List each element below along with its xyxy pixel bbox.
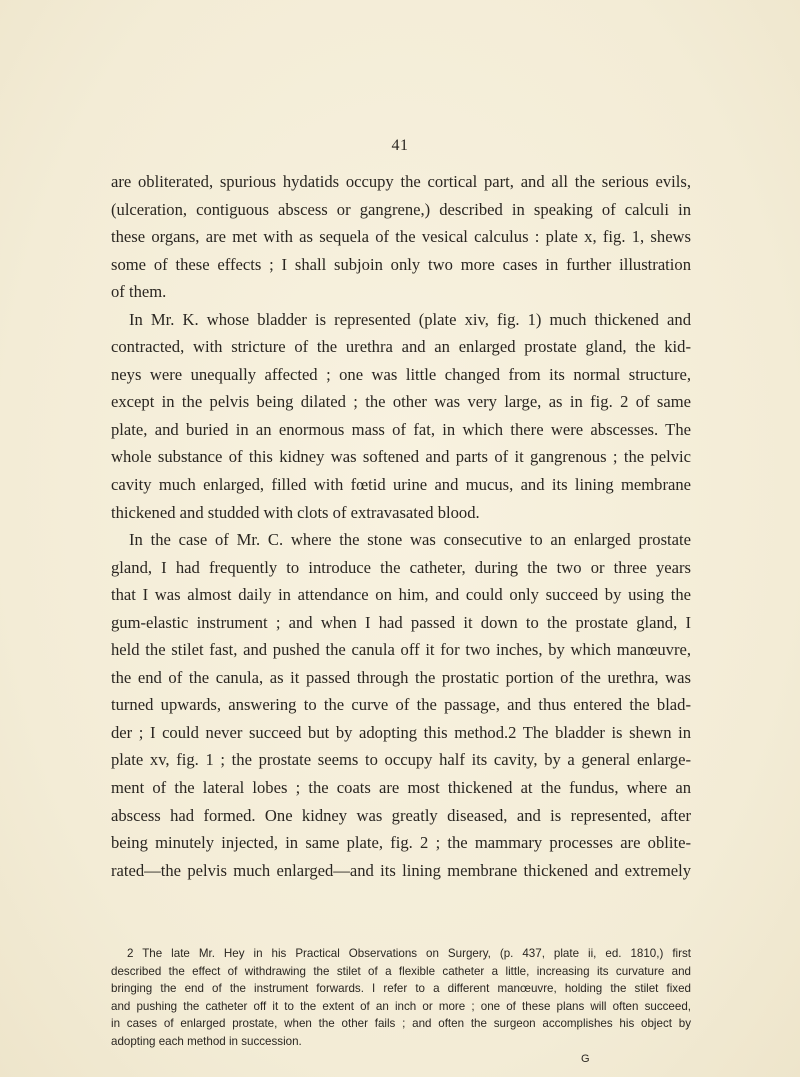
text-line: neys were unequally affected ; one was little changed from its normal structure,	[111, 364, 691, 384]
text-line: rated—the pelvis much enlarged—and its lining membrane thickened and extremely	[111, 860, 691, 880]
text-line: In the case of Mr. C. where the stone was consecutive to an enlarged prostate	[129, 530, 691, 550]
paragraph	[111, 526, 691, 884]
paragraph	[111, 168, 691, 306]
text-line: der ; I could never succeed but by adopting this method.2 The bladder is shewn in	[111, 722, 691, 742]
footnote-line: and pushing the catheter off it to the extent of an inch or more ; one of these plans will often succeed,	[111, 999, 691, 1013]
text-line: that I was almost daily in attendance on him, and could only succeed by using the	[111, 585, 691, 605]
text-line: some of these effects ; I shall subjoin only two more cases in further illustration	[111, 254, 691, 274]
text-line: are obliterated, spurious hydatids occupy the cortical part, and all the serious evils,	[111, 172, 691, 191]
footnote-line: bringing the end of the instrument forwards. I refer to a different manœuvre, holding the stilet fixed	[111, 982, 691, 995]
footnote-line: adopting each method in succession.	[111, 1034, 302, 1048]
text-line: plate xv, fig. 1 ; the prostate seems to occupy half its cavity, by a general enlarge-	[111, 750, 691, 770]
text-line: being minutely injected, in same plate, fig. 2 ; the mammary processes are oblite-	[111, 833, 691, 853]
footnote-line: in cases of enlarged prostate, when the other fails ; and often the surgeon accomplishes his object by	[111, 1017, 691, 1030]
body-text	[111, 168, 691, 884]
text-line: except in the pelvis being dilated ; the other was very large, as in fig. 2 of same	[111, 392, 691, 412]
text-line: ment of the lateral lobes ; the coats are most thickened at the fundus, where an	[111, 778, 691, 798]
text-line: thickened and studded with clots of extravasated blood.	[111, 502, 480, 522]
footnote	[111, 945, 691, 1050]
text-line: plate, and buried in an enormous mass of fat, in which there were abscesses. The	[111, 419, 691, 439]
text-line: abscess had formed. One kidney was greatly diseased, and is represented, after	[111, 805, 691, 825]
text-line: the end of the canula, as it passed through the prostatic portion of the urethra, was	[111, 667, 691, 687]
text-line: whole substance of this kidney was softened and parts of it gangrenous ; the pelvic	[111, 447, 691, 467]
page-number: 41	[391, 137, 409, 154]
text-line: these organs, are met with as sequela of the vesical calculus : plate x, fig. 1, shews	[111, 227, 691, 247]
text-line: turned upwards, answering to the curve of the passage, and thus entered the blad-	[111, 695, 691, 715]
text-line: of them.	[111, 282, 167, 302]
text-line: gland, I had frequently to introduce the catheter, during the two or three years	[111, 557, 691, 577]
text-line: gum-elastic instrument ; and when I had passed it down to the prostate gland, I	[111, 612, 691, 632]
text-line: held the stilet fast, and pushed the canula off it for two inches, by which manœuvre,	[111, 640, 691, 660]
paragraph	[111, 306, 691, 526]
text-line: contracted, with stricture of the urethra and an enlarged prostate gland, the kid-	[111, 337, 691, 357]
footnote-line: described the effect of withdrawing the stilet of a flexible catheter a little, increasing its curvature and	[111, 964, 691, 978]
text-line: cavity much enlarged, filled with fœtid urine and mucus, and its lining membrane	[111, 475, 691, 495]
footnote-line: 2 The late Mr. Hey in his Practical Observations on Surgery, (p. 437, plate ii, ed. 1810,) first	[127, 947, 691, 960]
text-line: In Mr. K. whose bladder is represented (plate xiv, fig. 1) much thickened and	[129, 309, 691, 329]
text-line: (ulceration, contiguous abscess or gangrene,) described in speaking of calculi in	[111, 199, 691, 219]
signature-mark: G	[581, 1053, 590, 1065]
